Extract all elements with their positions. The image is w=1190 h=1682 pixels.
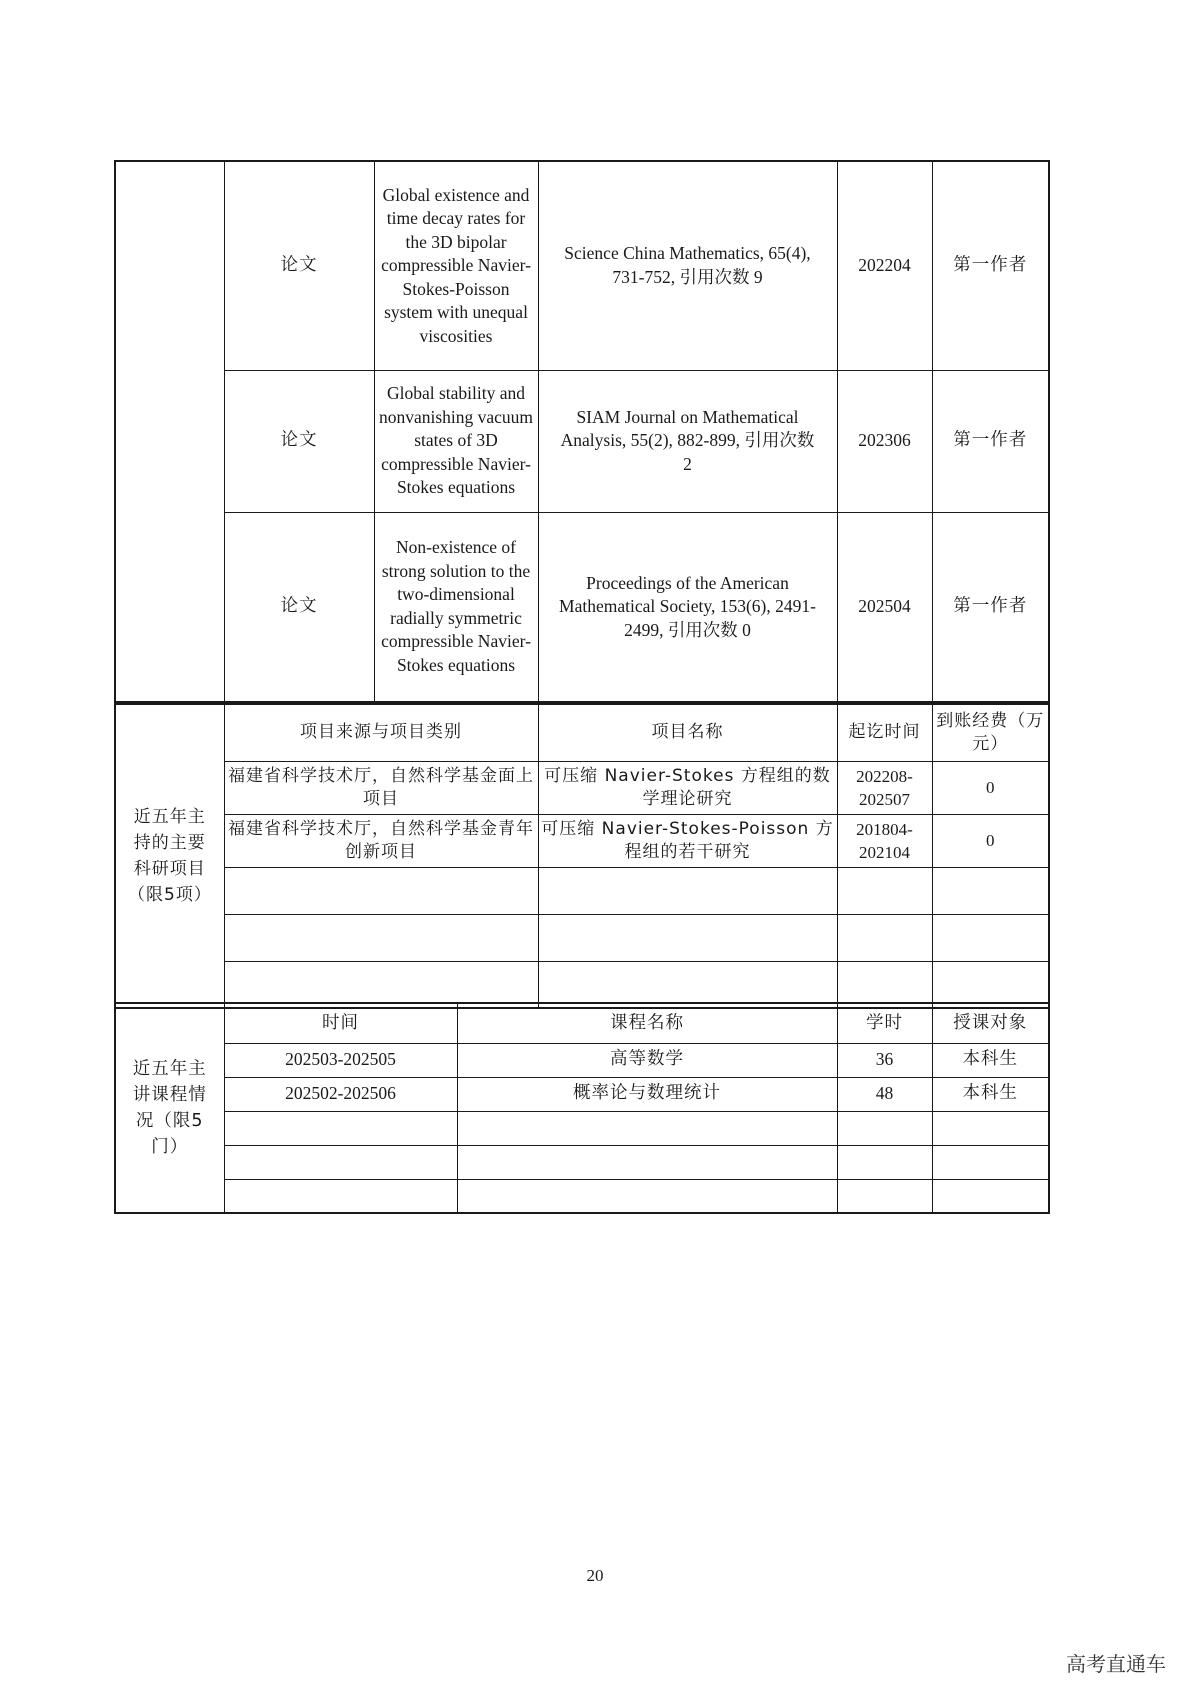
project-row (115, 761, 1049, 814)
courses-header-audience: 授课对象 (932, 1003, 1049, 1043)
paper-row (115, 161, 1049, 370)
courses-header-hours: 学时 (837, 1003, 932, 1043)
project-row-empty (115, 867, 1049, 914)
courses-header-row (115, 1003, 1049, 1043)
course-row (115, 1077, 1049, 1111)
projects-header-funding: 到账经费（万元） (932, 704, 1049, 761)
projects-header-period: 起讫时间 (837, 704, 932, 761)
watermark-text: 高考直通车 (1066, 1652, 1166, 1676)
project-period: 201804-202104 (837, 814, 932, 867)
paper-title: Global stability and nonvanishing vacuum states of 3D compressible Navier-Stokes equations (374, 370, 538, 512)
courses-section-label: 近五年主讲课程情况（限5门） (115, 1003, 224, 1213)
project-funding: 0 (932, 761, 1049, 814)
courses-header-time: 时间 (224, 1003, 457, 1043)
section-label-cell (115, 161, 224, 702)
projects-header-row (115, 704, 1049, 761)
course-name: 概率论与数理统计 (457, 1077, 837, 1111)
project-funding: 0 (932, 814, 1049, 867)
paper-title: Non-existence of strong solution to the two-dimensional radially symmetric compressible Navier-Stokes equations (374, 512, 538, 702)
paper-role: 第一作者 (932, 370, 1049, 512)
course-row (115, 1043, 1049, 1077)
project-row-empty (115, 914, 1049, 961)
project-source: 福建省科学技术厅，自然科学基金青年创新项目 (224, 814, 538, 867)
project-name: 可压缩 Navier-Stokes-Poisson 方程组的若干研究 (538, 814, 837, 867)
projects-header-name: 项目名称 (538, 704, 837, 761)
paper-type: 论文 (224, 161, 374, 370)
paper-row (115, 370, 1049, 512)
paper-date: 202504 (837, 512, 932, 702)
course-hours: 36 (837, 1043, 932, 1077)
project-row-empty (115, 961, 1049, 1008)
course-time: 202502-202506 (224, 1077, 457, 1111)
courses-header-name: 课程名称 (457, 1003, 837, 1043)
projects-table (114, 703, 1050, 1009)
project-row (115, 814, 1049, 867)
course-row-empty (115, 1145, 1049, 1179)
papers-table (114, 160, 1050, 703)
courses-table (114, 1002, 1050, 1214)
course-hours: 48 (837, 1077, 932, 1111)
paper-journal: Proceedings of the American Mathematical Society, 153(6), 2491-2499, 引用次数 0 (538, 512, 837, 702)
projects-header-source: 项目来源与项目类别 (224, 704, 538, 761)
project-source: 福建省科学技术厅，自然科学基金面上项目 (224, 761, 538, 814)
project-period: 202208-202507 (837, 761, 932, 814)
course-row-empty (115, 1111, 1049, 1145)
course-name: 高等数学 (457, 1043, 837, 1077)
paper-date: 202306 (837, 370, 932, 512)
paper-type: 论文 (224, 512, 374, 702)
paper-journal: SIAM Journal on Mathematical Analysis, 55(2), 882-899, 引用次数 2 (538, 370, 837, 512)
paper-date: 202204 (837, 161, 932, 370)
page-number: 20 (586, 1566, 604, 1585)
paper-type: 论文 (224, 370, 374, 512)
course-audience: 本科生 (932, 1077, 1049, 1111)
paper-title: Global existence and time decay rates for the 3D bipolar compressible Navier-Stokes-Poisson system with unequal viscosities (374, 161, 538, 370)
course-audience: 本科生 (932, 1043, 1049, 1077)
paper-journal: Science China Mathematics, 65(4), 731-752, 引用次数 9 (538, 161, 837, 370)
course-time: 202503-202505 (224, 1043, 457, 1077)
paper-role: 第一作者 (932, 161, 1049, 370)
projects-section-label: 近五年主持的主要科研项目（限5项） (115, 704, 224, 1008)
paper-role: 第一作者 (932, 512, 1049, 702)
project-name: 可压缩 Navier-Stokes 方程组的数学理论研究 (538, 761, 837, 814)
paper-row (115, 512, 1049, 702)
course-row-empty (115, 1179, 1049, 1213)
